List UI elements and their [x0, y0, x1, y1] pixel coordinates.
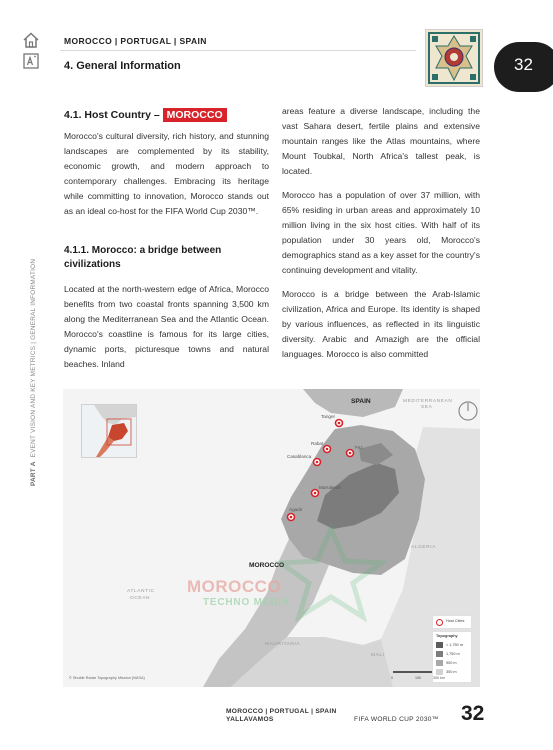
label-ocean: OCEAN [130, 596, 151, 601]
label-algeria: ALGERIA [411, 545, 436, 550]
label-mediterranean: MEDITERRANEAN [403, 399, 453, 404]
paragraph-bridge: Morocco is a bridge between the Arab-Islamic civilization, Africa and Europe. Its identity is shaped by various influences, as reflected in its linguistic diversity. Arabic and Amazigh are the official languages. Morocco is also committed [282, 289, 480, 359]
text-size-icon[interactable] [22, 52, 40, 70]
city-marrakech: Marrakech [319, 485, 341, 490]
inset-locator-map [81, 404, 137, 458]
side-section-label: PART A EVENT VISION AND KEY METRICS | GENERAL INFORMATION [30, 258, 37, 486]
legend-swatch [436, 651, 443, 657]
label-spain: SPAIN [351, 398, 371, 405]
legend-swatch [436, 669, 443, 675]
scale-300: 300 km [433, 676, 445, 680]
footer-slogan: YALLAVAMOS [226, 716, 274, 723]
label-morocco: MOROCCO [249, 562, 285, 569]
header-countries: MOROCCO | PORTUGAL | SPAIN [64, 36, 207, 46]
left-column [64, 129, 269, 228]
section-title: 4. General Information [64, 60, 181, 72]
zellige-tile-image [425, 29, 483, 87]
page-number-badge: 32 [494, 42, 553, 92]
legend-swatch [436, 642, 443, 648]
footer-event: FIFA WORLD CUP 2030™ [354, 716, 439, 723]
legend-topography-title: Topography [436, 634, 458, 638]
header-divider [60, 50, 416, 51]
left-column-lower [64, 282, 269, 381]
host-country-heading: 4.1. Host Country – MOROCCO [64, 108, 227, 122]
legend-level: 300 m [446, 670, 457, 674]
legend-level: 1,750 m [446, 652, 460, 656]
paragraph-location: Located at the north-western edge of Africa, Morocco benefits from two coastal fronts spanning 3,500 km along the Mediterranean Sea and the Atlantic Ocean. Morocco's coastline is famous for its large cities, dynamic ports, picturesque towns and natural beaches. Inland [64, 284, 269, 369]
legend-swatch [436, 660, 443, 666]
scale-150: 150 [415, 676, 421, 680]
host-city-marker-icon [436, 619, 443, 626]
map-credit: © Shuttle Radar Topography Mission (NASA) [69, 676, 145, 680]
legend-host-cities [432, 615, 472, 629]
right-column [282, 104, 480, 371]
legend-level: > 1,750 m [446, 643, 463, 647]
city-agadir: Agadir [289, 507, 303, 512]
city-rabat: Rabat [311, 441, 324, 446]
paragraph-cultural-diversity: Morocco's cultural diversity, rich history, and stunning landscapes are complemented by its stability, economic growth, and modern approach to contemporary challenges. Embracing its heritage while committing to innovation, Morocco stands out as an ideal co-host for the FIFA World Cup 2030™. [64, 131, 269, 216]
home-icon[interactable] [22, 31, 40, 49]
watermark-subtitle: TECHNO MEDIA [203, 597, 290, 608]
city-casablanca: Casablanca [287, 454, 312, 459]
city-fez: Fez [355, 445, 363, 450]
subsection-heading: 4.1.1. Morocco: a bridge between civilizations [64, 245, 222, 270]
morocco-map [63, 389, 480, 687]
label-sea: SEA [421, 405, 433, 410]
city-tanger: Tanger [321, 414, 336, 419]
footer-page-number: 32 [461, 702, 485, 725]
label-atlantic: ATLANTIC [127, 589, 155, 594]
host-country-tag: MOROCCO [163, 108, 227, 122]
watermark-title: MOROCCO [187, 577, 282, 596]
paragraph-population: Morocco has a population of over 37 million, with 65% residing in urban areas and approximately 10 million living in the six host cities. With half of its population under 30 years old, Morocco's demographics stand as a key asset for the country's continuing development and vitality. [282, 190, 480, 275]
legend-host-label: Host Cities [446, 619, 465, 623]
scale-0: 0 [391, 676, 393, 680]
legend-level: 900 m [446, 661, 457, 665]
paragraph-landscape: areas feature a diverse landscape, including the vast Sahara desert, fertile plains and extensive mountain ranges like the Atlas mountains, where Mount Toubkal, North Africa's tallest peak, is located. [282, 106, 480, 176]
label-mali: MALI [371, 653, 385, 658]
label-mauritania: MAURITANIA [265, 642, 301, 647]
footer-countries: MOROCCO | PORTUGAL | SPAIN [226, 708, 337, 715]
